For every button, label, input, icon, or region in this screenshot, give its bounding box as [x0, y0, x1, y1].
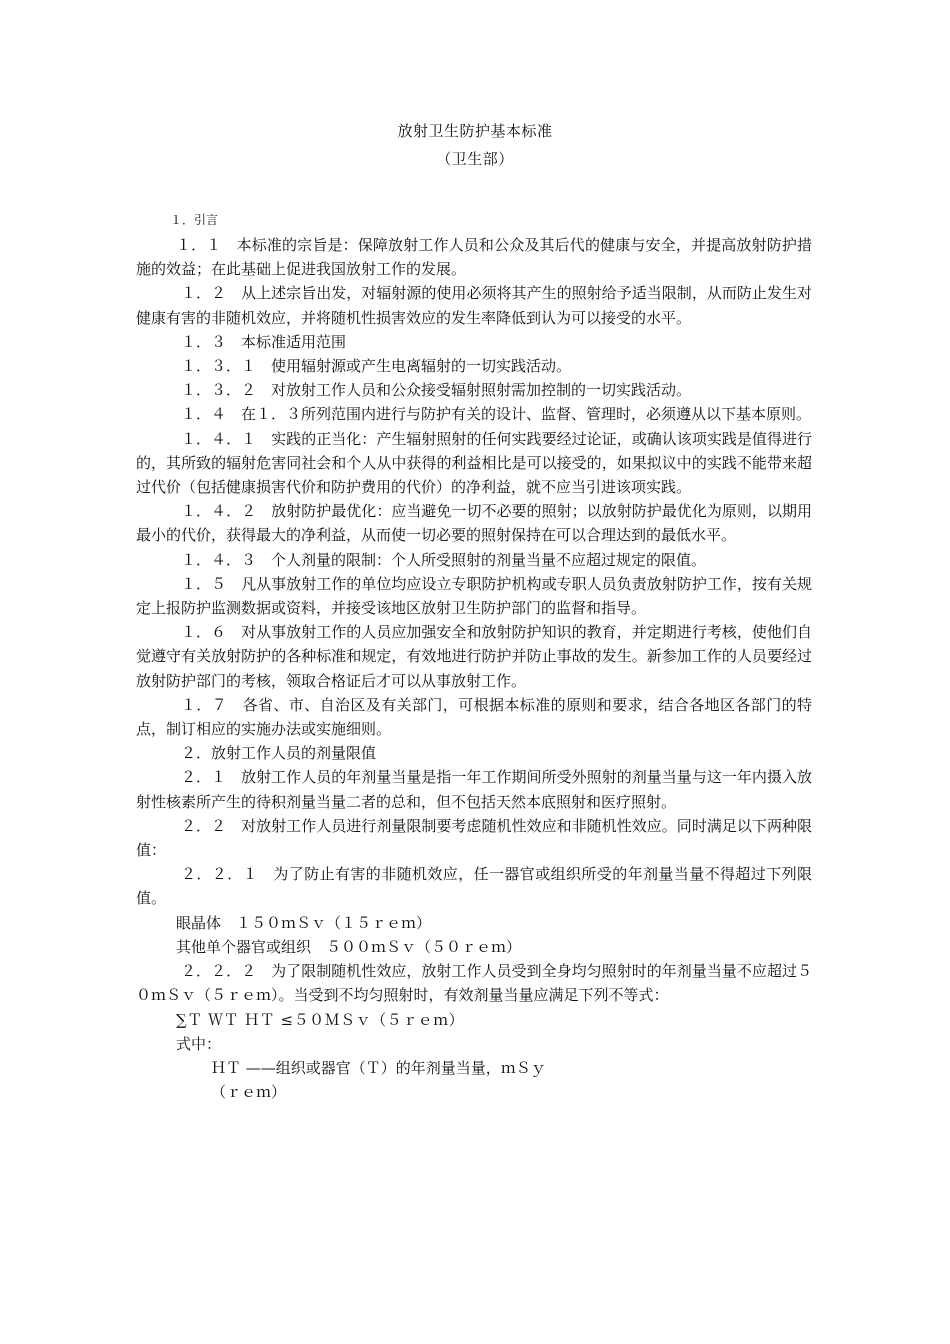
formula: ∑Ｔ ＷＴ ＨＴ ≤５０ＭＳｖ（５ｒｅｍ） [176, 1010, 465, 1029]
paragraph: １．３．２ 对放射工作人员和公众接受辐射照射需加控制的一切实践活动。 [181, 381, 692, 400]
paragraph: ２．２ 对放射工作人员进行剂量限制要考虑随机性效应和非随机性效应。同时满足以下两种限值： [136, 816, 812, 860]
limit-line: 眼晶体 １５０ｍＳｖ（１５ｒｅｍ） [176, 913, 432, 932]
paragraph: １．３．１ 使用辐射源或产生电离辐射的一切实践活动。 [181, 357, 572, 376]
section-heading: ２．放射工作人员的剂量限值 [181, 744, 377, 763]
paragraph: １．２ 从上述宗旨出发，对辐射源的使用必须将其产生的照射给予适当限制，从而防止发生对健康有害的非随机效应，并将随机性损害效应的发生率降低到认为可以接受的水平。 [136, 284, 812, 327]
paragraph: １．１ 本标准的宗旨是：保障放射工作人员和公众及其后代的健康与安全，并提高放射防护措施的效益；在此基础上促进我国放射工作的发展。 [136, 236, 812, 279]
limit-line: 其他单个器官或组织 ５００ｍＳｖ（５０ｒｅｍ） [176, 937, 522, 956]
paragraph: １．４ 在１．３所列范围内进行与防护有关的设计、监督、管理时，必须遵从以下基本原则。 [181, 405, 812, 424]
definition-line: ＨＴ ——组织或器官（Ｔ）的年剂量当量，ｍＳｙ [211, 1058, 546, 1077]
document-subtitle: （卫生部） [436, 150, 514, 168]
paragraph: ２．２．１ 为了防止有害的非随机效应，任一器官或组织所受的年剂量当量不得超过下列限值。 [136, 865, 812, 908]
paragraph: ２．１ 放射工作人员的年剂量当量是指一年工作期间所受外照射的剂量当量与这一年内摄入放射性核素所产生的待积剂量当量二者的总和，但不包括天然本底照射和医疗照射。 [136, 768, 812, 811]
document-body [136, 210, 812, 1104]
paragraph: １．３ 本标准适用范围 [181, 332, 347, 351]
paragraph: １．４．３ 个人剂量的限制：个人所受照射的剂量当量不应超过规定的限值。 [181, 550, 707, 569]
formula-where: 式中： [176, 1034, 222, 1053]
paragraph: １．６ 对从事放射工作的人员应加强安全和放射防护知识的教育，并定期进行考核，使他们自觉遵守有关放射防护的各种标准和规定，有效地进行防护并防止事故的发生。新参加工作的人员要经过放射防护部门的考核，领取合格证后才可以从事放射工作。 [136, 623, 812, 690]
paragraph: ２．２．２ 为了限制随机性效应，放射工作人员受到全身均匀照射时的年剂量当量不应超过５０ｍＳｖ（５ｒｅｍ）。当受到不均匀照射时，有效剂量当量应满足下列不等式： [136, 962, 812, 1005]
section-heading: １．引言 [170, 213, 219, 227]
paragraph: １．４．２ 放射防护最优化：应当避免一切不必要的照射；以放射防护最优化为原则，以期用最小的代价，获得最大的净利益，从而使一切必要的照射保持在可以合理达到的最低水平。 [136, 502, 812, 545]
document-title: 放射卫生防护基本标准 [397, 122, 553, 140]
paragraph: １．４．１ 实践的正当化：产生辐射照射的任何实践要经过论证，或确认该项实践是值得进行的，其所致的辐射危害同社会和个人从中获得的利益相比是可以接受的，如果拟议中的实践不能带来超过代价（包括健康损害代价和防护费用的代价）的净利益，就不应当引进该项实践。 [136, 429, 812, 497]
paragraph: １．５ 凡从事放射工作的单位均应设立专职防护机构或专职人员负责放射防护工作，按有关规定上报防护监测数据或资料，并接受该地区放射卫生防护部门的监督和指导。 [136, 574, 812, 618]
definition-unit: （ｒｅｍ） [211, 1083, 287, 1102]
paragraph: １．７ 各省、市、自治区及有关部门，可根据本标准的原则和要求，结合各地区各部门的特点，制订相应的实施办法或实施细则。 [136, 695, 812, 739]
